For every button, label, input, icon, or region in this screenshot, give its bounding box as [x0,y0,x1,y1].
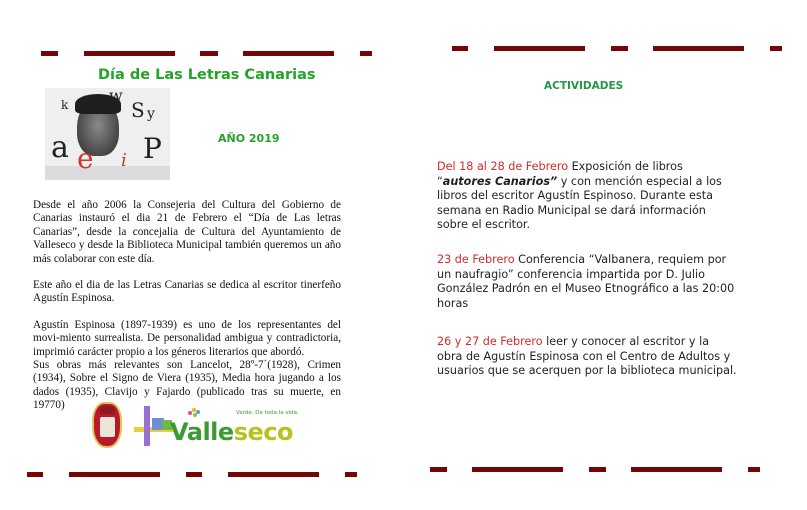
collage-letter: e [77,142,94,175]
collage-letter: S [131,98,145,122]
activity-date: 26 y 27 de Febrero [437,335,543,348]
wordmark-part2: seco [233,418,293,446]
dash-segment [186,472,202,477]
collage-letter: y [147,106,155,122]
page-title: Día de Las Letras Canarias [98,67,316,83]
dash-segment [84,51,175,56]
dash-segment [69,472,160,477]
dash-segment [748,467,760,472]
collage-letter: i [121,150,127,171]
dash-segment [494,46,585,51]
activity-text: Exposición de libros “ [437,160,683,188]
dash-segment [472,467,563,472]
activity-text: y con mención especial a los libros del escritor Agustín Espinoso. Durante esta semana en Radio Municipal se dará información sobre el escritor. [437,174,722,231]
activity-item [437,160,737,233]
dash-segment [200,51,218,56]
dash-segment [243,51,334,56]
wordmark-part1: Valle [170,418,234,446]
dash-segment [27,472,43,477]
crown-icon [100,406,115,414]
collage-letter: k [61,98,69,112]
activity-item [437,335,737,379]
dash-segment [360,51,372,56]
photo-floor [45,166,170,180]
collage-letter: a [51,130,69,165]
biography-paragraph: Agustín Espinosa (1897-1939) es uno de los representantes del movi-miento surrealista. De personalidad ambigua y contradictoria, imprimió carácter propio a los géneros literarios que abordó. [33,318,341,358]
dash-segment [430,467,447,472]
author-portrait-collage [45,88,170,180]
dash-segment [345,472,357,477]
shield-inner [100,417,115,437]
activity-item [437,253,737,311]
flower-icon [188,408,202,418]
dash-segment [589,467,606,472]
dash-segment [452,46,468,51]
collage-letter: P [143,132,162,165]
intro-paragraph: Desde el año 2006 la Consejeria del Cultura del Gobierno de Canarias instauró el dia 21 de Febrero el “Día de Las letras Canarias”, desde la concejalia de Cultura del Ayuntamiento de Valleseco y desde la Biblioteca Municipal también queremos un año más colaborar con este día. [33,199,341,265]
works-paragraph: Sus obras más relevantes son Lancelot, 28º-7´(1928), Crimen (1934), Sobre el Signo de Viera (1935), Media hora jugando a los dados (1935), Clavijo y Fajardo (publicado tras su muerte, en 19770) [33,359,341,412]
collage-letter: w [109,88,123,105]
dash-segment [228,472,319,477]
dash-segment [631,467,722,472]
dash-segment [611,46,628,51]
dash-segment [41,51,58,56]
valleseco-logo [88,400,328,452]
year-label: AÑO 2019 [218,132,280,145]
activity-date: Del 18 al 28 de Febrero [437,160,569,173]
dedication-paragraph: Este año el dia de las Letras Canarias se dedica al escritor tinerfeño Agustín Espinosa. [33,279,341,305]
dash-segment [770,46,782,51]
intro-text [33,199,341,413]
activities-heading: ACTIVIDADES [544,80,624,92]
logo-cross-vertical [144,406,150,446]
coat-of-arms-icon [92,402,122,448]
logo-tagline: Verde. De toda la vida. [236,410,299,416]
activity-date: 23 de Febrero [437,253,515,266]
dash-segment [653,46,744,51]
activity-text: Conferencia “Valbanera, requiem por un naufragio” conferencia impartida por D. Julio González Padrón en el Museo Etnográfico a las 20:00 horas [437,253,735,310]
activity-emphasis: autores Canarios” [442,174,558,188]
activity-text: leer y conocer al escritor y la obra de Agustín Espinosa con el Centro de Adultos y usuarios que se acerquen por la biblioteca municipal. [437,335,737,377]
logo-wordmark [170,418,293,446]
